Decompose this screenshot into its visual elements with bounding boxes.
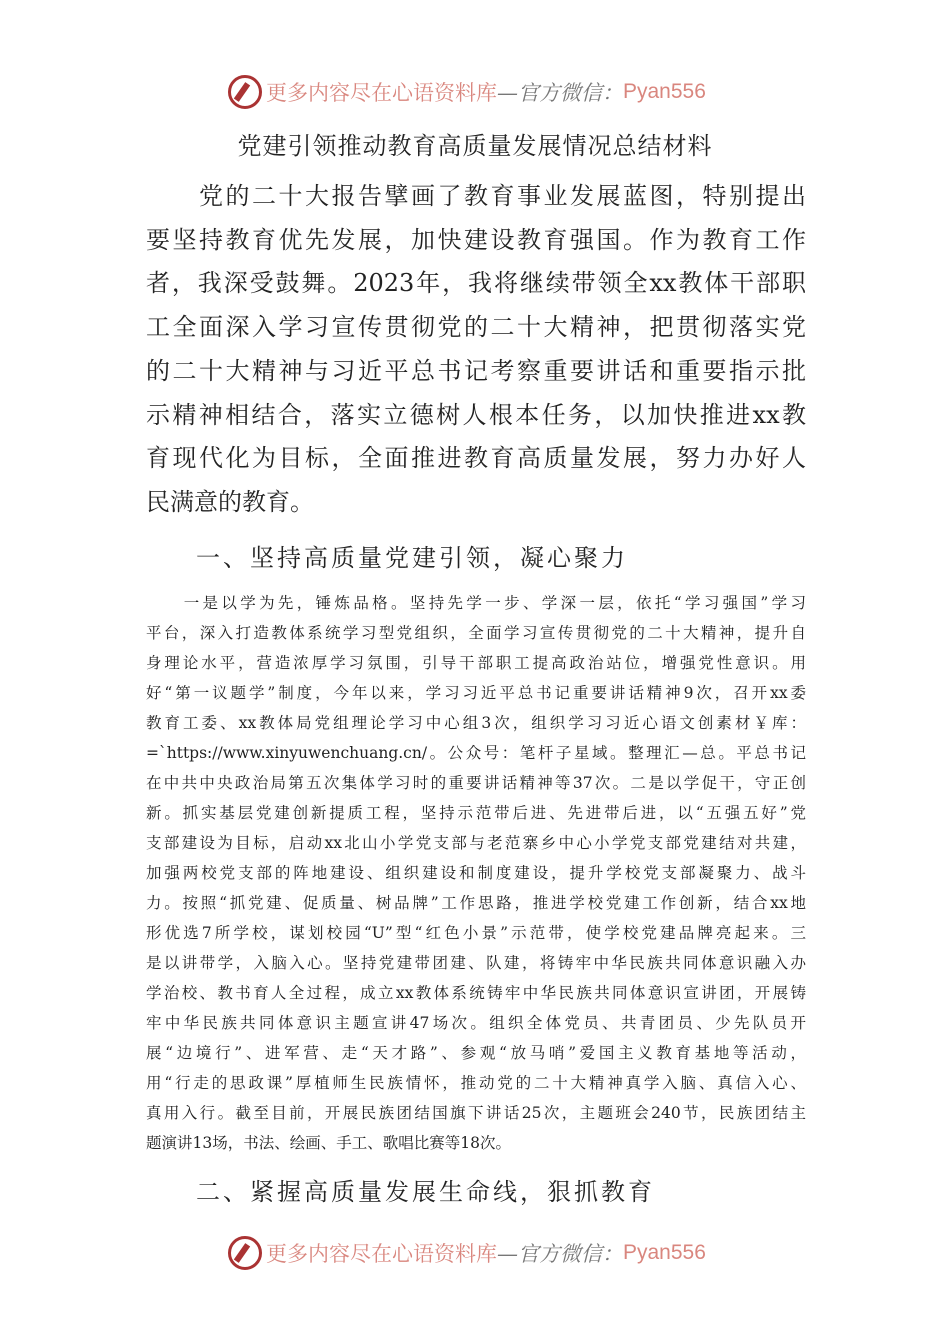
text-line: 民满意的教育。 bbox=[146, 487, 314, 516]
text-line: 力。按照“抓党建、促质量、树品牌”工作思路，推进学校党建工作创新，结合xx地 bbox=[146, 894, 806, 912]
text-line: =`https://www.xinyuwenchuang.cn/。公众号：笔杆子星域。整理汇—总。平总书记 bbox=[146, 744, 806, 762]
text-line: 教育工委、xx教体局党组理论学习中心组3次，组织学习习近心语文创素材￥库： bbox=[146, 714, 806, 732]
text-line: 是以讲带学，入脑入心。坚持党建带团建、队建，将铸牢中华民族共同体意识融入办 bbox=[146, 954, 806, 972]
watermark-id: Pyan556 bbox=[623, 1241, 706, 1264]
text-line: 牢中华民族共同体意识主题宣讲47场次。组织全体党员、共青团员、少先队员开 bbox=[146, 1014, 806, 1032]
watermark-brand: 更多内容尽在心语资料库 bbox=[266, 81, 497, 105]
text-line: 学治校、教书育人全过程，成立xx教体系统铸牢中华民族共同体意识宣讲团，开展铸 bbox=[146, 984, 806, 1002]
pen-logo-icon bbox=[228, 1236, 262, 1270]
text-line: 示精神相结合，落实立德树人根本任务，以加快推进xx教 bbox=[146, 400, 806, 429]
heading-1: 一、坚持高质量党建引领，凝心聚力 bbox=[196, 544, 628, 572]
text-line: 形优选7所学校，谋划校园“U”型“红色小景”示范带，使学校党建品牌亮起来。三 bbox=[146, 924, 806, 942]
text-line: 身理论水平，营造浓厚学习氛围，引导干部职工提高政治站位，增强党性意识。用 bbox=[146, 654, 806, 672]
footer-watermark bbox=[228, 1235, 728, 1271]
text-line: 好“第一议题学”制度，今年以来，学习习近平总书记重要讲话精神9次，召开xx委 bbox=[146, 684, 806, 702]
text-line: 在中共中央政治局第五次集体学习时的重要讲话精神等37次。二是以学促干，守正创 bbox=[146, 774, 806, 792]
text-line: 工全面深入学习宣传贯彻党的二十大精神，把贯彻落实党 bbox=[146, 313, 806, 342]
text-line: 题演讲13场，书法、绘画、手工、歌唱比赛等18次。 bbox=[146, 1134, 511, 1152]
pen-logo-icon bbox=[228, 75, 262, 109]
text-line: 育现代化为目标，全面推进教育高质量发展，努力办好人 bbox=[146, 444, 806, 473]
text-line: 者，我深受鼓舞。2023年，我将继续带领全xx教体干部职 bbox=[146, 269, 806, 298]
text-line: 展“边境行”、进军营、走“天才路”、参观“放马哨”爱国主义教育基地等活动， bbox=[146, 1044, 806, 1062]
text-line: 要坚持教育优先发展，加快建设教育强国。作为教育工作 bbox=[146, 225, 806, 254]
text-line: 的二十大精神与习近平总书记考察重要讲话和重要指示批 bbox=[146, 356, 806, 385]
watermark-brand: 更多内容尽在心语资料库 bbox=[266, 1242, 497, 1266]
text-line: 加强两校党支部的阵地建设、组织建设和制度建设，提升学校党支部凝聚力、战斗 bbox=[146, 864, 806, 882]
watermark-label: —官方微信： bbox=[497, 1242, 623, 1266]
header-watermark bbox=[228, 74, 728, 110]
text-line: 一是以学为先，锤炼品格。坚持先学一步、学深一层，依托“学习强国”学习 bbox=[146, 594, 806, 612]
text-line: 平台，深入打造教体系统学习型党组织，全面学习宣传贯彻党的二十大精神，提升自 bbox=[146, 624, 806, 642]
text-line: 用“行走的思政课”厚植师生民族情怀，推动党的二十大精神真学入脑、真信入心、 bbox=[146, 1074, 806, 1092]
heading-2: 二、紧握高质量发展生命线，狠抓教育 bbox=[196, 1178, 655, 1206]
text-line: 支部建设为目标，启动xx北山小学党支部与老范寨乡中心小学党支部党建结对共建， bbox=[146, 834, 806, 852]
text-line: 党的二十大报告擘画了教育事业发展蓝图，特别提出 bbox=[146, 182, 806, 210]
watermark-label: —官方微信： bbox=[497, 81, 623, 105]
watermark-id: Pyan556 bbox=[623, 80, 706, 103]
text-line: 新。抓实基层党建创新提质工程，坚持示范带后进、先进带后进，以“五强五好”党 bbox=[146, 804, 806, 822]
text-line: 真用入行。截至目前，开展民族团结国旗下讲话25次，主题班会240节，民族团结主 bbox=[146, 1104, 806, 1122]
document-title: 党建引领推动教育高质量发展情况总结材料 bbox=[237, 132, 713, 160]
